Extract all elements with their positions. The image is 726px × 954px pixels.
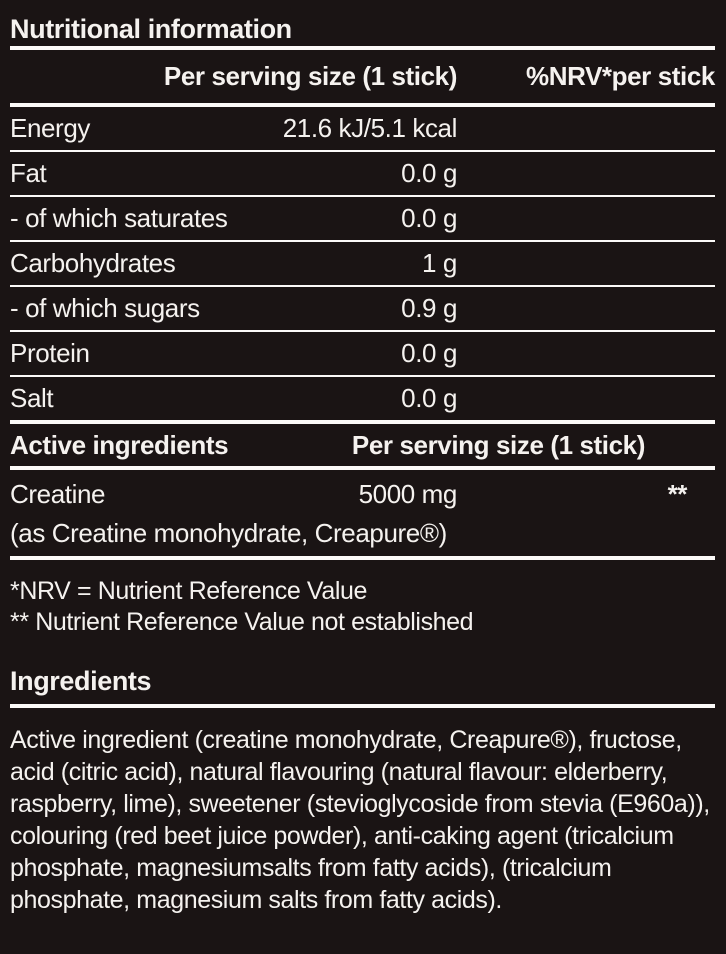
- row-label: - of which sugars: [10, 293, 200, 323]
- active-ingredients-header-row: [10, 424, 715, 466]
- nrv-footnote: *NRV = Nutrient Reference Value: [10, 577, 368, 605]
- table-row-fat: [10, 152, 715, 195]
- row-value: 0.0 g: [401, 203, 457, 233]
- footnotes: [10, 560, 715, 638]
- row-value: 0.0 g: [401, 158, 457, 188]
- nrv-column-header: %NRV*per stick: [525, 61, 715, 91]
- row-label: Carbohydrates: [10, 248, 176, 278]
- table-row-energy: [10, 107, 715, 150]
- table-row-protein: [10, 332, 715, 375]
- row-value: 21.6 kJ/5.1 kcal: [282, 113, 457, 143]
- row-label: Protein: [10, 338, 90, 368]
- divider-ingredients: [10, 704, 715, 708]
- active-serving-size-header: Per serving size (1 stick): [351, 429, 645, 460]
- table-row-sugars: [10, 287, 715, 330]
- nrv-not-established-marker: **: [667, 478, 687, 509]
- row-value: 0.9 g: [401, 293, 457, 323]
- row-label: Fat: [10, 158, 47, 188]
- page-title: Nutritional information: [10, 14, 292, 44]
- row-label: Salt: [10, 383, 54, 413]
- row-value: 1 g: [422, 248, 457, 278]
- row-label: - of which saturates: [10, 203, 228, 233]
- creatine-sublabel: (as Creatine monohydrate, Creapure®): [10, 518, 447, 548]
- active-ingredients-heading: Active ingredients: [10, 429, 229, 460]
- table-row-saturates: [10, 197, 715, 240]
- ingredients-heading: Ingredients: [10, 666, 152, 696]
- table-row-salt: [10, 377, 715, 420]
- table-row-carbohydrates: [10, 242, 715, 285]
- row-label: Energy: [10, 113, 90, 143]
- row-value: 5000 mg: [358, 478, 457, 509]
- row-label: Creatine: [10, 478, 106, 509]
- table-header-row: [10, 50, 715, 103]
- serving-size-column-header: Per serving size (1 stick): [163, 61, 457, 91]
- ingredients-text: Active ingredient (creatine monohydrate, Creapure®), fructose, acid (citric acid), natural flavouring (natural flavour: elderberry, raspberry, lime), sweetener (stevioglycoside from stevia (E960a)), colouring (red beet juice powder), anti-caking agent (tricalcium phosphate, magnesiumsalts from fatty acids), (tricalcium phosphate, magnesium salts from fatty acids).: [10, 726, 710, 914]
- creatine-row: [10, 470, 715, 514]
- row-value: 0.0 g: [401, 338, 457, 368]
- nrv-not-established-footnote: ** Nutrient Reference Value not established: [10, 608, 474, 636]
- row-value: 0.0 g: [401, 383, 457, 413]
